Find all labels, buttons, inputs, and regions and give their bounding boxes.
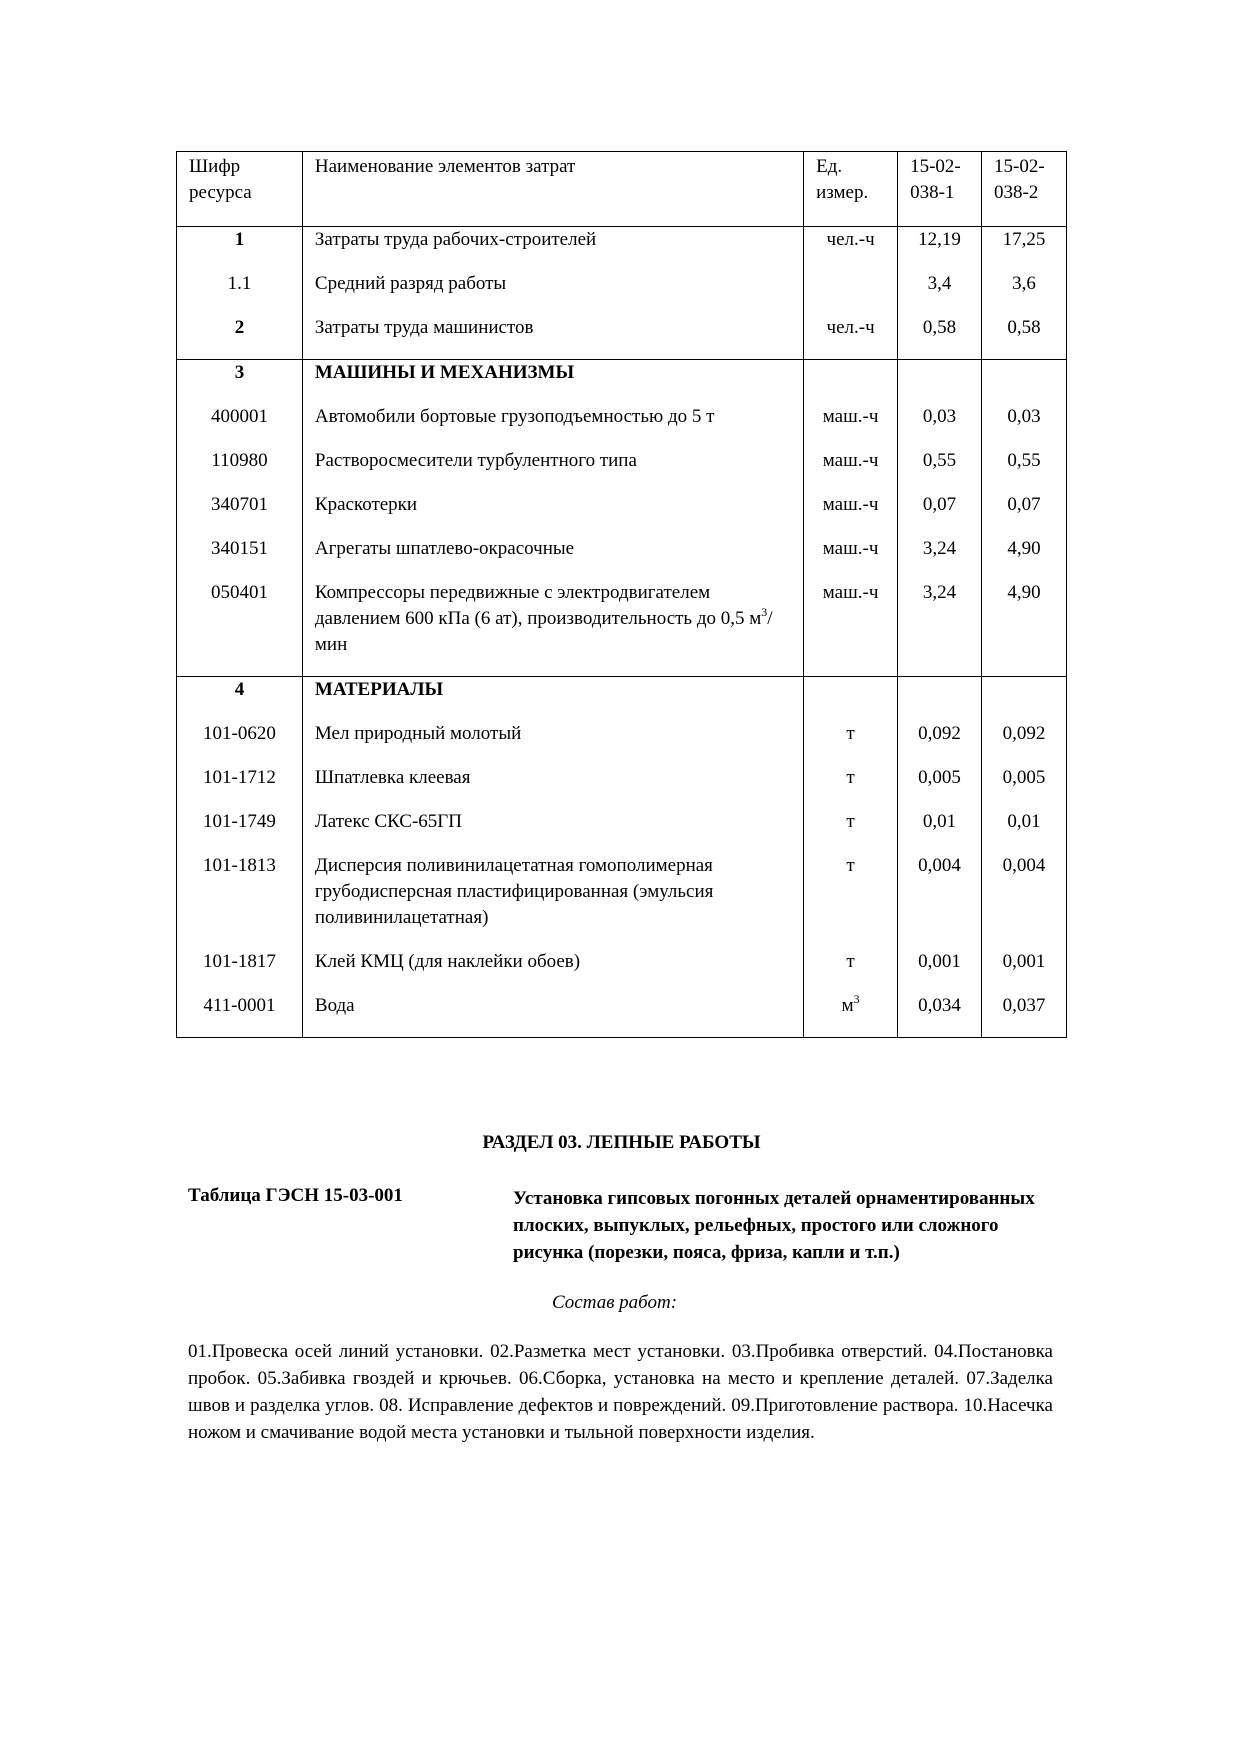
row-value-1: 0,001 — [898, 949, 982, 993]
section-title: РАЗДЕЛ 03. ЛЕПНЫЕ РАБОТЫ — [482, 1132, 761, 1153]
row-name: МАТЕРИАЛЫ — [302, 677, 803, 722]
row-name: Краскотерки — [302, 492, 803, 536]
row-code: 4 — [177, 677, 303, 722]
row-unit — [804, 677, 898, 722]
row-value-1: 0,004 — [898, 853, 982, 949]
row-value-2: 0,03 — [982, 404, 1067, 448]
table-row — [177, 271, 1067, 315]
row-unit: т — [804, 721, 898, 765]
row-code: 101-0620 — [177, 721, 303, 765]
row-code: 101-1817 — [177, 949, 303, 993]
table-row — [177, 949, 1067, 993]
table-label: Таблица ГЭСН 15-03-001 — [188, 1185, 403, 1206]
works-paragraph: 01.Провеска осей линий установки. 02.Разметка мест установки. 03.Пробивка отверстий. 04.Постановка пробок. 05.Забивка гвоздей и крючьев. 06.Сборка, установка на место и крепление деталей. 07.Заделка швов и разделка углов. 08. Исправление дефектов и повреждений. 09.Приготовление раствора. 10.Насечка ножом и смачивание водой места установки и тыльной поверхности изделия. — [188, 1341, 1053, 1443]
table-row — [177, 360, 1067, 405]
row-value-1: 0,092 — [898, 721, 982, 765]
row-value-2: 0,55 — [982, 448, 1067, 492]
row-value-2 — [982, 360, 1067, 405]
row-code: 050401 — [177, 580, 303, 677]
row-unit — [804, 993, 898, 1038]
row-unit: чел.-ч — [804, 227, 898, 272]
row-name: Латекс СКС-65ГП — [302, 809, 803, 853]
row-code: 1.1 — [177, 271, 303, 315]
row-code: 110980 — [177, 448, 303, 492]
row-value-1: 0,55 — [898, 448, 982, 492]
row-unit-text: м — [841, 995, 854, 1016]
header-unit: Ед. измер. — [804, 152, 898, 227]
row-value-1: 0,034 — [898, 993, 982, 1038]
table-row — [177, 853, 1067, 949]
row-code: 101-1749 — [177, 809, 303, 853]
row-unit — [804, 271, 898, 315]
row-unit-sup: 3 — [853, 992, 860, 1006]
row-name: Шпатлевка клеевая — [302, 765, 803, 809]
row-value-2: 0,07 — [982, 492, 1067, 536]
row-value-1: 12,19 — [898, 227, 982, 272]
row-unit: маш.-ч — [804, 580, 898, 677]
row-value-2: 0,037 — [982, 993, 1067, 1038]
table-row — [177, 993, 1067, 1038]
table-row — [177, 492, 1067, 536]
table-row — [177, 721, 1067, 765]
row-unit: т — [804, 765, 898, 809]
row-value-1 — [898, 360, 982, 405]
row-name: Дисперсия поливинилацетатная гомополимерная грубодисперсная пластифицированная (эмульсия поливинилацетатная) — [302, 853, 803, 949]
row-code: 1 — [177, 227, 303, 272]
row-unit: маш.-ч — [804, 404, 898, 448]
row-unit: маш.-ч — [804, 536, 898, 580]
row-name: Клей КМЦ (для наклейки обоев) — [302, 949, 803, 993]
row-unit: т — [804, 809, 898, 853]
table-row — [177, 227, 1067, 272]
row-value-2 — [982, 677, 1067, 722]
row-value-1: 0,58 — [898, 315, 982, 360]
row-value-2: 0,092 — [982, 721, 1067, 765]
row-code: 400001 — [177, 404, 303, 448]
table-header-row — [177, 152, 1067, 227]
row-value-1: 0,005 — [898, 765, 982, 809]
row-value-2: 4,90 — [982, 536, 1067, 580]
row-code: 340151 — [177, 536, 303, 580]
row-value-2: 17,25 — [982, 227, 1067, 272]
row-name — [302, 580, 803, 677]
row-unit: т — [804, 949, 898, 993]
row-name: Затраты труда рабочих-строителей — [302, 227, 803, 272]
row-unit — [804, 360, 898, 405]
header-col2: 15-02-038-2 — [982, 152, 1067, 227]
row-value-2: 0,58 — [982, 315, 1067, 360]
header-col1: 15-02-038-1 — [898, 152, 982, 227]
row-name-sup: 3 — [761, 605, 768, 619]
header-code: Шифр ресурса — [177, 152, 303, 227]
table-row — [177, 404, 1067, 448]
table-row — [177, 677, 1067, 722]
row-code: 3 — [177, 360, 303, 405]
row-code: 340701 — [177, 492, 303, 536]
composition-label: Состав работ: — [552, 1292, 678, 1313]
row-value-1: 3,24 — [898, 536, 982, 580]
row-unit: т — [804, 853, 898, 949]
table-description: Установка гипсовых погонных деталей орнаментированных плоских, выпуклых, рельефных, простого или сложного рисунка (порезки, пояса, фриза, капли и т.п.) — [513, 1188, 1035, 1263]
row-value-2: 0,01 — [982, 809, 1067, 853]
table-row — [177, 580, 1067, 677]
row-value-2: 0,001 — [982, 949, 1067, 993]
row-name: Агрегаты шпатлево-окрасочные — [302, 536, 803, 580]
row-name: Средний разряд работы — [302, 271, 803, 315]
row-value-1: 0,07 — [898, 492, 982, 536]
table-row — [177, 809, 1067, 853]
row-value-1: 3,24 — [898, 580, 982, 677]
row-name: Автомобили бортовые грузоподъемностью до 5 т — [302, 404, 803, 448]
row-code: 411-0001 — [177, 993, 303, 1038]
resource-table — [176, 151, 1067, 1038]
row-name: Вода — [302, 993, 803, 1038]
row-unit: маш.-ч — [804, 448, 898, 492]
row-name-tail: /мин — [314, 608, 773, 655]
row-value-2: 3,6 — [982, 271, 1067, 315]
row-name: Мел природный молотый — [302, 721, 803, 765]
row-value-1 — [898, 677, 982, 722]
row-unit: чел.-ч — [804, 315, 898, 360]
row-name: Затраты труда машинистов — [302, 315, 803, 360]
row-unit: маш.-ч — [804, 492, 898, 536]
table-row — [177, 448, 1067, 492]
row-name: Растворосмесители турбулентного типа — [302, 448, 803, 492]
header-name: Наименование элементов затрат — [302, 152, 803, 227]
row-value-1: 0,01 — [898, 809, 982, 853]
row-value-1: 3,4 — [898, 271, 982, 315]
row-name: МАШИНЫ И МЕХАНИЗМЫ — [302, 360, 803, 405]
table-row — [177, 315, 1067, 360]
row-name-text: Компрессоры передвижные с электродвигателем давлением 600 кПа (6 ат), производительность до 0,5 м — [314, 582, 762, 629]
row-value-2: 0,005 — [982, 765, 1067, 809]
table-row — [177, 765, 1067, 809]
row-value-2: 4,90 — [982, 580, 1067, 677]
row-code: 101-1813 — [177, 853, 303, 949]
row-code: 2 — [177, 315, 303, 360]
table-row — [177, 536, 1067, 580]
row-value-2: 0,004 — [982, 853, 1067, 949]
row-code: 101-1712 — [177, 765, 303, 809]
row-value-1: 0,03 — [898, 404, 982, 448]
